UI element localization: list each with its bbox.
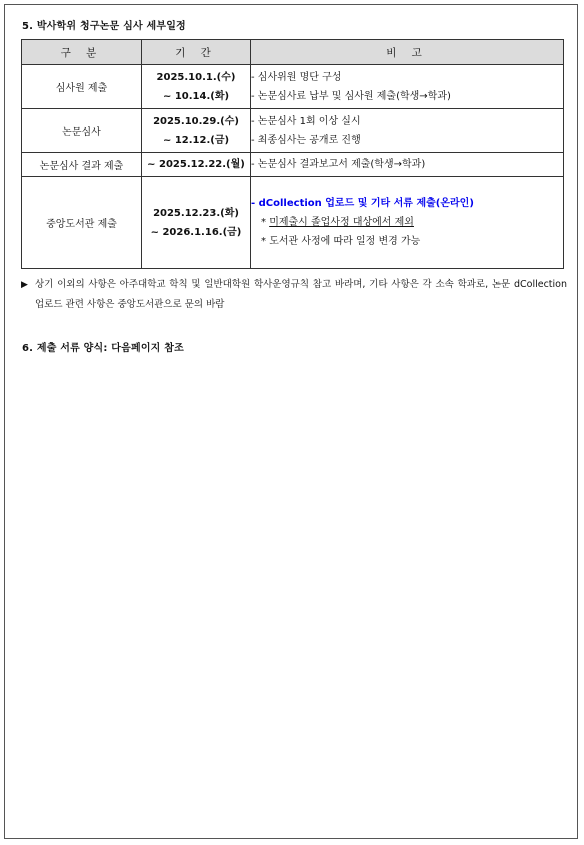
row-category: 중앙도서관 제출	[22, 177, 142, 269]
row-period	[142, 153, 251, 177]
row-category: 논문심사	[22, 109, 142, 153]
row-category: 심사원 제출	[22, 65, 142, 109]
row-notes	[251, 153, 564, 177]
header-period: 기 간	[142, 40, 251, 65]
period-end: ~ 2026.1.16.(금)	[150, 226, 242, 238]
table-row	[22, 65, 564, 109]
footnote-text: 상기 이외의 사항은 아주대학교 학칙 및 일반대학원 학사운영규칙 참고 바라며, 기타 사항은 각 소속 학과로, 논문 dCollection 업로드 관련 사항은 중앙도서관으로 문의 바람	[35, 279, 567, 310]
note-text: 도서관 사정에 따라 일정 변경 가능	[269, 236, 421, 247]
note-line: - 심사위원 명단 구성	[251, 71, 342, 83]
note-line	[251, 213, 563, 232]
period-end: ~ 12.12.(금)	[162, 134, 230, 146]
period-end: ~ 2025.12.22.(월)	[147, 159, 245, 170]
bullet-marker: *	[261, 236, 266, 247]
row-category: 논문심사 결과 제출	[22, 153, 142, 177]
period-start: 2025.12.23.(화)	[153, 207, 239, 219]
period-start: 2025.10.29.(수)	[153, 115, 239, 127]
row-notes	[251, 109, 564, 153]
section-5-title: 5. 박사학위 청구논문 심사 세부일정	[22, 21, 186, 32]
note-line: - 논문심사 1회 이상 실시	[251, 115, 361, 127]
bullet-marker: *	[261, 217, 266, 228]
row-notes	[251, 177, 564, 269]
header-notes: 비 고	[251, 40, 564, 65]
note-line	[251, 232, 563, 251]
table-row	[22, 109, 564, 153]
note-line: - 논문심사료 납부 및 심사원 제출(학생→학과)	[251, 90, 451, 102]
period-start: 2025.10.1.(수)	[156, 71, 236, 83]
row-period	[142, 65, 251, 109]
underlined-note: 미제출시 졸업사정 대상에서 제외	[269, 217, 414, 228]
schedule-table	[21, 39, 564, 269]
table-header-row	[22, 40, 564, 65]
note-line-highlight: - dCollection 업로드 및 기타 서류 제출(온라인)	[251, 198, 474, 209]
row-period	[142, 109, 251, 153]
table-row	[22, 153, 564, 177]
triangle-bullet-icon: ▶	[21, 280, 28, 290]
section-6-title: 6. 제출 서류 양식: 다음페이지 참조	[22, 343, 184, 354]
table-row	[22, 177, 564, 269]
footnote	[21, 275, 567, 315]
row-period	[142, 177, 251, 269]
row-notes	[251, 65, 564, 109]
note-line: - 최종심사는 공개로 진행	[251, 134, 361, 146]
note-line: - 논문심사 결과보고서 제출(학생→학과)	[251, 159, 426, 170]
header-category: 구 분	[22, 40, 142, 65]
period-end: ~ 10.14.(화)	[162, 90, 230, 102]
